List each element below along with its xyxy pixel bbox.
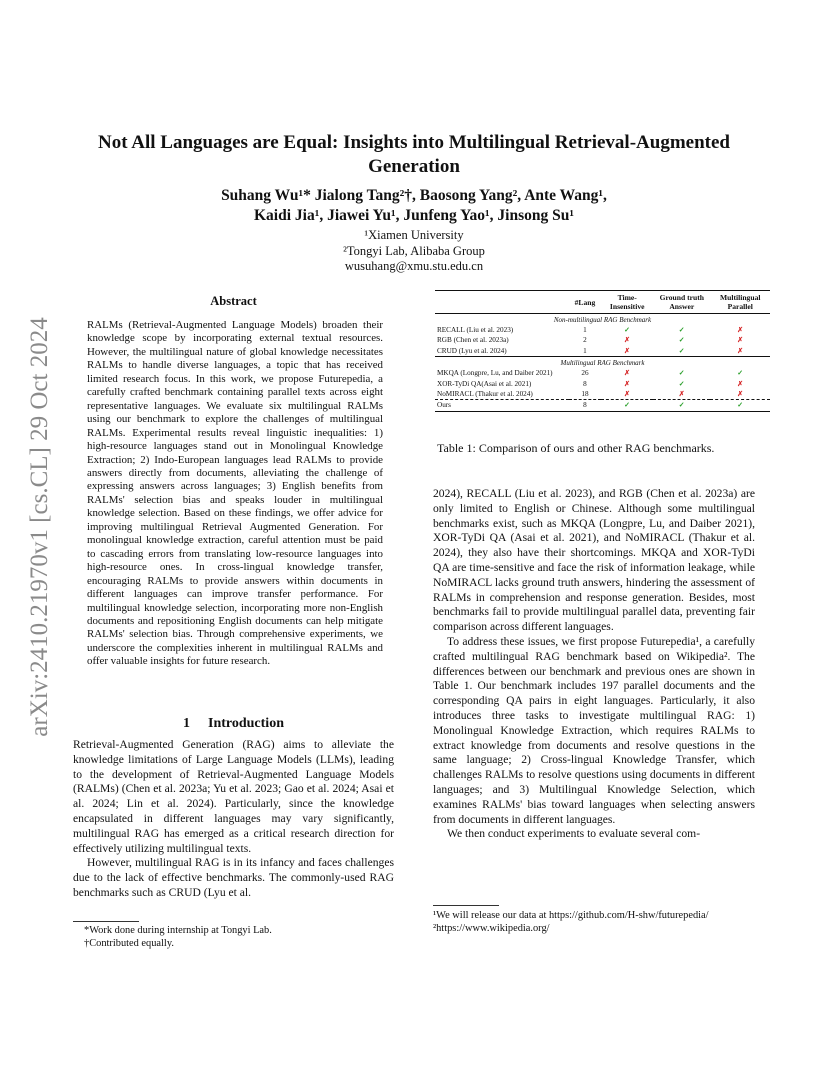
row-lang: 8 xyxy=(569,400,602,411)
row-name: XOR-TyDi QA(Asai et al. 2021) xyxy=(437,379,532,388)
row-name: NoMIRACL (Thakur et al. 2024) xyxy=(437,389,533,398)
footnote-rule-left xyxy=(73,921,139,922)
table-row xyxy=(435,389,770,400)
footnote-data-release: ¹We will release our data at https://github.com/H-shw/futurepedia/ xyxy=(433,910,709,921)
table-header-name xyxy=(435,291,569,314)
table-row xyxy=(435,379,770,389)
table-row-ours xyxy=(435,400,770,411)
table-row xyxy=(435,326,770,336)
right-paragraph-1: 2024), RECALL (Liu et al. 2023), and RGB (Chen et al. 2023a) are only limited to English or Chinese. Although some multilingual benchmarks exist, such as MKQA (Longpre, Lu, and Daiber 2021), XOR-TyDi QA (Asai et al. 2021), and NoMIRACL (Thakur et al. 2024), they also have their shortcomings. MKQA and XOR-TyDi QA are time-sensitive and face the risk of information leakage, while NoMIRACL lacks ground truth answers, hindering the assessment of RALMs in comprehension and response generation. Besides, most benchmarks fail to provide multilingual parallel data, preventing fair comparison across different languages. xyxy=(433,487,755,634)
row-parallel: ✗ xyxy=(737,346,744,355)
row-time: ✗ xyxy=(624,389,631,398)
footnotes-right xyxy=(433,909,755,935)
row-groundtruth: ✓ xyxy=(678,346,685,355)
row-time: ✓ xyxy=(601,400,653,411)
footnote-wikipedia: ²https://www.wikipedia.org/ xyxy=(433,923,550,935)
row-time: ✗ xyxy=(624,336,631,345)
row-lang: 8 xyxy=(583,379,587,388)
affiliation-2: ²Tongyi Lab, Alibaba Group xyxy=(343,243,485,258)
row-time: ✗ xyxy=(624,369,631,378)
row-name: CRUD (Lyu et al. 2024) xyxy=(437,346,507,355)
abstract-heading: Abstract xyxy=(210,294,257,308)
row-lang: 1 xyxy=(583,346,587,355)
email: wusuhang@xmu.stu.edu.cn xyxy=(344,259,484,273)
intro-paragraph-2: However, multilingual RAG is in its infancy and faces challenges due to the lack of effective benchmarks. The commonly-used RAG benchmarks such as CRUD (Lyu et al. xyxy=(73,856,394,899)
abstract-body: RALMs (Retrieval-Augmented Language Models) broaden their knowledge scope by incorporating external textual resources. However, the multilingual nature of global knowledge necessitates RALMs to handle diverse languages, a topic that has received limited research focus. In this work, we propose Futurepedia, a carefully crafted benchmark containing parallel texts across eight representative languages. We evaluate six multilingual RALMs using our benchmark to explore the challenges of multilingual RALMs. Experimental results reveal linguistic inequalities: 1) high-resource languages stand out in Monolingual Knowledge Extraction; 2) Indo-European languages lead RALMs to provide answers directly from documents, alleviating the challenge of expressing answers across languages; 3) English benefits from RALMs' selection bias and speaks louder in multilingual knowledge selection. Based on these findings, we offer advice for improving multilingual Retrieval Augmented Generation. For monolingual knowledge extraction, careful attention must be paid to cascading errors from translating low-resource languages into high-resource ones. In cross-lingual knowledge transfer, encouraging RALMs to provide answers within documents in different languages can improve transfer performance. For multilingual knowledge selection, incorporating more non-English documents and repositioning English documents can help mitigate RALMs' selection bias. Through comprehensive experiments, we underscore the complexities inherent in multilingual RALMs and offer valuable insights for future research. xyxy=(87,319,383,668)
intro-paragraph-1: Retrieval-Augmented Generation (RAG) aims to alleviate the knowledge limitations of Large Language Models (LLMs), leading to the development of Retrieval-Augmented Language Models (RALMs) (Chen et al. 2023a; Yu et al. 2023; Gao et al. 2024; Asai et al. 2024; Lin et al. 2024). Particularly, since the knowledge encapsulated in different languages may vary significantly, multilingual RAG has emerged as a critical research direction for effectively utilizing multilingual texts. xyxy=(73,738,394,855)
row-groundtruth: ✓ xyxy=(653,400,710,411)
right-paragraph-2: To address these issues, we first propose Futurepedia¹, a carefully crafted multilingual RAG benchmark based on Wikipedia². The differences between our benchmark and previous ones are shown in Table 1. Our benchmark includes 197 parallel documents and the corresponding QA pairs in eight languages. Particularly, it also introduces three tasks to investigate multilingual RAG: 1) Monolingual Knowledge Extraction, which requires RALMs to extract knowledge from documents and resolve questions in the same language; 2) Cross-lingual Knowledge Transfer, which challenges RALMs to resolve questions using documents in different languages; and 3) Multilingual Knowledge Selection, which examines RALMs' bias toward languages when selecting answers from documents in different languages. xyxy=(433,634,755,826)
row-groundtruth: ✓ xyxy=(678,379,685,388)
affiliations xyxy=(70,228,758,275)
row-name: MKQA (Longpre, Lu, and Daiber 2021) xyxy=(437,369,553,378)
row-name: RECALL (Liu et al. 2023) xyxy=(437,326,514,335)
paper-title: Not All Languages are Equal: Insights into Multilingual Retrieval-Augmented Generation xyxy=(98,132,730,177)
row-lang: 18 xyxy=(581,389,589,398)
row-groundtruth: ✓ xyxy=(678,336,685,345)
row-name: RGB (Chen et al. 2023a) xyxy=(437,336,509,345)
table-row xyxy=(435,369,770,379)
section-title: Introduction xyxy=(208,716,284,731)
section-heading xyxy=(73,716,394,732)
footnotes-left xyxy=(84,924,394,950)
row-parallel: ✓ xyxy=(710,400,770,411)
footnote-rule-right xyxy=(433,905,499,906)
row-name: Ours xyxy=(435,400,569,411)
table-header-parallel: Multilingual Parallel xyxy=(710,291,770,314)
right-column xyxy=(433,487,755,842)
table-row xyxy=(435,346,770,357)
table-header-lang: #Lang xyxy=(569,291,602,314)
row-lang: 26 xyxy=(581,369,589,378)
row-parallel: ✗ xyxy=(737,379,744,388)
intro-column xyxy=(73,738,394,901)
row-time: ✗ xyxy=(624,346,631,355)
table-header-groundtruth: Ground truth Answer xyxy=(653,291,710,314)
comparison-table xyxy=(435,290,770,412)
table-header-time: Time-Insensitive xyxy=(601,291,653,314)
row-time: ✓ xyxy=(624,326,631,335)
row-parallel: ✗ xyxy=(737,336,744,345)
row-parallel: ✗ xyxy=(737,326,744,335)
authors-line-1: Suhang Wu¹* Jialong Tang²†, Baosong Yang², Ante Wang¹, xyxy=(221,187,607,204)
table-caption: Table 1: Comparison of ours and other RAG benchmarks. xyxy=(437,441,715,455)
right-paragraph-3: We then conduct experiments to evaluate several com- xyxy=(447,827,701,841)
author-list xyxy=(70,186,758,226)
row-groundtruth: ✓ xyxy=(678,326,685,335)
affiliation-1: ¹Xiamen University xyxy=(364,228,464,242)
row-groundtruth: ✓ xyxy=(678,369,685,378)
footnote-work-done: *Work done during internship at Tongyi Lab. xyxy=(84,925,272,936)
row-parallel: ✗ xyxy=(737,389,744,398)
row-lang: 2 xyxy=(583,336,587,345)
table-group-multilingual: Multilingual RAG Benchmark xyxy=(435,357,770,369)
row-groundtruth: ✗ xyxy=(678,389,685,398)
section-number: 1 xyxy=(183,716,190,731)
arxiv-stamp: arXiv:2410.21970v1 [cs.CL] 29 Oct 2024 xyxy=(26,317,53,737)
table-row xyxy=(435,336,770,346)
row-time: ✗ xyxy=(624,379,631,388)
authors-line-2: Kaidi Jia¹, Jiawei Yu¹, Junfeng Yao¹, Jinsong Su¹ xyxy=(253,207,575,224)
row-parallel: ✓ xyxy=(737,369,744,378)
row-lang: 1 xyxy=(583,326,587,335)
footnote-equal-contribution: †Contributed equally. xyxy=(84,938,174,950)
table-group-non-multilingual: Non-multilingual RAG Benchmark xyxy=(553,316,652,324)
